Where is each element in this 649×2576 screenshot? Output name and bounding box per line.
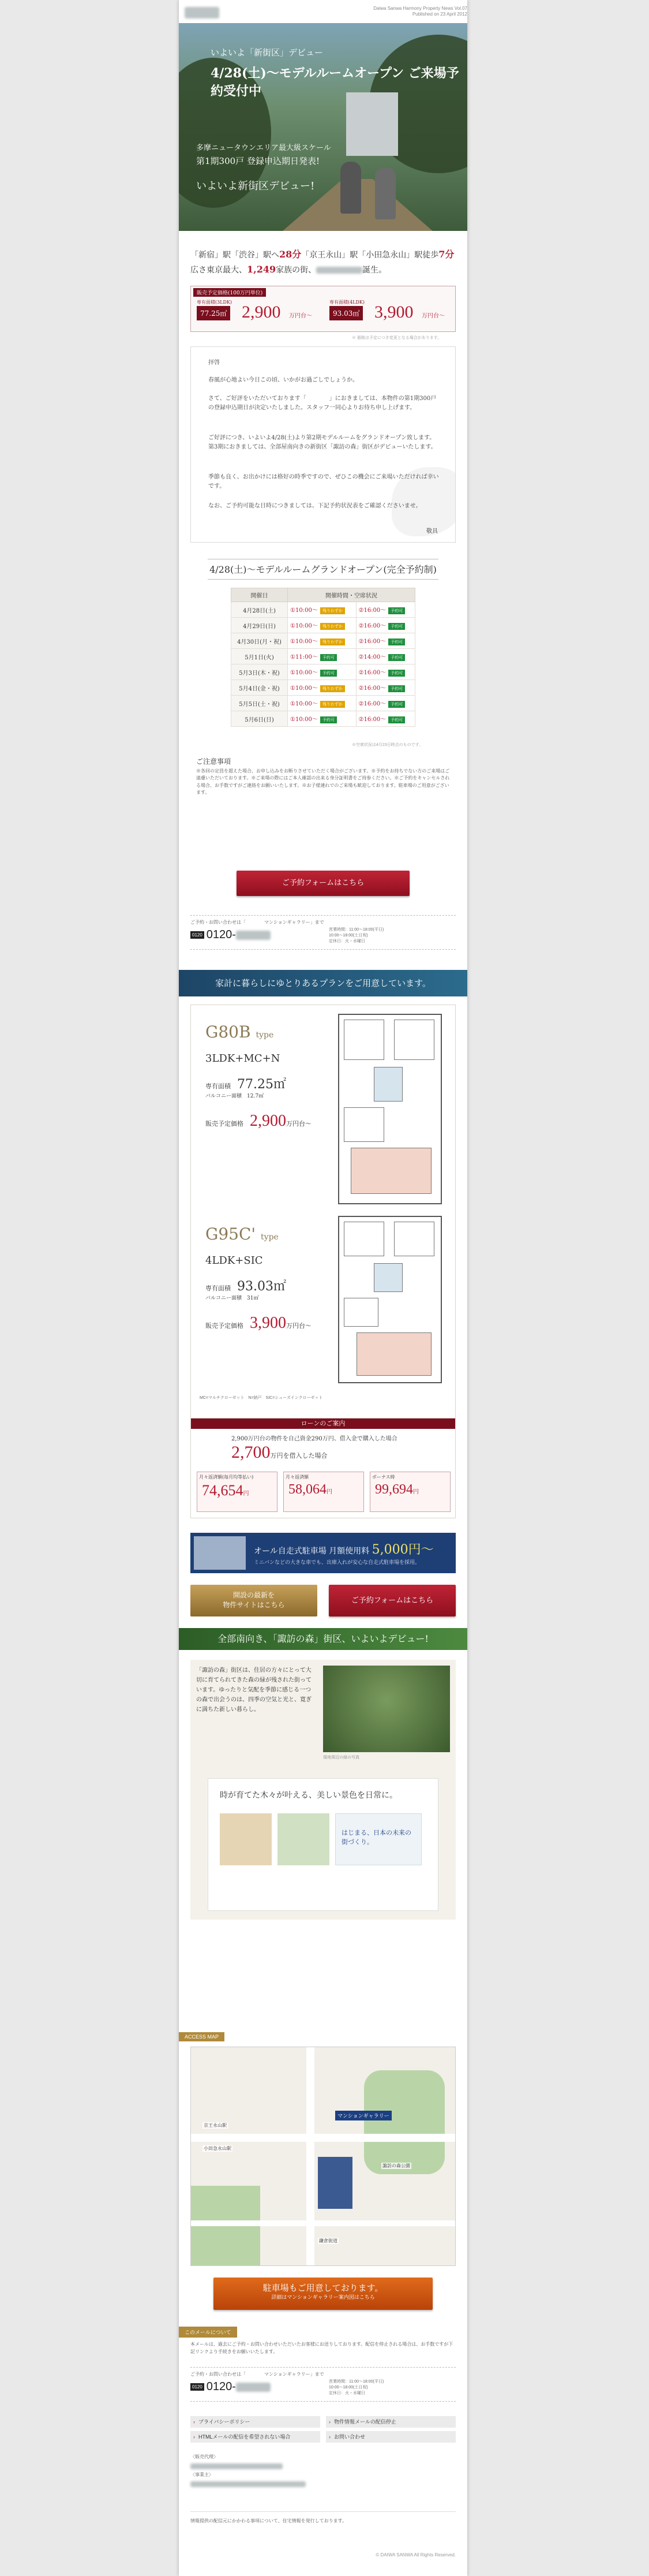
time-slot-2[interactable]: ②16:00〜 予約可 — [356, 618, 415, 633]
schedule-row[interactable] — [231, 649, 415, 664]
availability-badge: 残りわずか — [320, 607, 345, 614]
time-slot-1[interactable]: ①10:00〜 予約可 — [288, 711, 356, 727]
plan1-layout: 3LDK+MC+N — [205, 1052, 280, 1065]
time-slot-2[interactable]: ②16:00〜 予約可 — [356, 680, 415, 696]
schedule-date: 5月3日(木・祝) — [231, 664, 288, 680]
time-slot-2[interactable]: ②16:00〜 予約可 — [356, 696, 415, 711]
map-parking-button[interactable]: 駐車場もご用意しております。 詳細はマンションギャラリー案内図はこちら — [213, 2278, 433, 2310]
hero-badge: いよいよ「新街区」デビュー — [211, 47, 324, 58]
parking-photo — [194, 1536, 246, 1570]
availability-badge: 予約可 — [320, 654, 337, 661]
plan2-price: 販売予定価格 3,900万円台〜 — [205, 1314, 312, 1332]
price-note: ※ 価格は予定につき変更となる場合があります。 — [352, 336, 442, 340]
schedule-row[interactable] — [231, 602, 415, 618]
price-4ldk: 専有面積(4LDK) 93.03㎡ 3,900 万円台〜 — [329, 300, 445, 322]
hero-banner[interactable] — [179, 23, 467, 231]
site-area — [318, 2157, 352, 2209]
person-figure — [375, 167, 396, 219]
link-unsubscribe[interactable]: › 物件情報メールの配信停止 — [326, 2416, 456, 2428]
availability-badge: 残りわずか — [320, 623, 345, 630]
district-band: 全部南向き、「諏訪の森」街区、いよいよデビュー! — [179, 1628, 467, 1650]
plans-band: 家計に暮らしにゆとりあるプランをご用意しています。 — [179, 970, 467, 996]
floorplan-g80b[interactable] — [338, 1014, 442, 1204]
issue-note: Daiwa Sanwa Harmony Property News Vol.07 Published on 23 April 2012 — [373, 6, 467, 17]
parking-banner[interactable]: オール自走式駐車場 月額使用料 5,000円〜 ミニバンなどの大きな車でも、出庫入れが安心な自走式駐車場を採用。 — [190, 1533, 456, 1573]
freedial-icon: 0120 — [190, 931, 204, 939]
availability-badge: 予約可 — [320, 716, 337, 723]
gallery-marker: マンションギャラリー — [335, 2111, 392, 2120]
monthly-payment-2: 月々返済額 58,064円 — [283, 1472, 364, 1512]
schedule-title: 4/28(土)〜モデルルームグランドオープン(完全予約制) — [208, 559, 438, 580]
access-summary: 「新宿」駅「渋谷」駅へ28分「京王永山」駅「小田急永山」駅徒歩7分 広さ東京最大、1,249家族の街、 誕生。 — [190, 249, 455, 275]
availability-badge: 予約可 — [388, 670, 405, 677]
availability-badge: 予約可 — [388, 639, 405, 645]
col-status-header: 開催時間・空席状況 — [288, 588, 415, 602]
plan2-balcony: バルコニー面積 31㎡ — [205, 1296, 259, 1301]
schedule-date: 5月5日(土・祝) — [231, 696, 288, 711]
time-slot-1[interactable]: ①10:00〜 残りわずか — [288, 696, 356, 711]
link-privacy[interactable]: › プライバシーポリシー — [190, 2416, 320, 2428]
schedule-date: 4月30日(月・祝) — [231, 633, 288, 649]
price-3ldk: 専有面積(3LDK) 77.25㎡ 2,900 万円台〜 — [197, 300, 312, 322]
col-date-header: 開催日 — [231, 588, 288, 602]
time-slot-2[interactable]: ②16:00〜 予約可 — [356, 664, 415, 680]
availability-badge: 予約可 — [320, 670, 337, 677]
mail-label: このメールについて — [179, 2327, 237, 2338]
schedule-date: 5月6日(日) — [231, 711, 288, 727]
schedule-date: 5月1日(火) — [231, 649, 288, 664]
price-box — [190, 286, 456, 332]
greeting-letter: 拝啓 春風が心地よい今日この頃、いかがお過ごしでしょうか。 さて、ご好評をいただいております「 」におきましては、本物件の第1期300戸の登録申込期日が決定いたしました。スタッフ一同心よりお待ち申し上げます。 ご好評につき、いよいよ4/28(土)より第2期モデルルームをグランドオープン致します。第3期におきましては、全部屋南向きの新街区「諏訪の森」街区がデビューいたします。 季節も良く、お出かけには格好の時季ですので、ぜひこの機会にご来場いただければ幸いです。 なお、ご予約可能な日時につきましては、下記予約状況表をご確認くださいませ。 敬具 — [190, 346, 456, 543]
business-hours: 営業時間：11:00〜18:00(平日) 10:00〜18:00(土日祝) 定休日：火・水曜日 — [329, 928, 384, 943]
district-photo — [323, 1666, 450, 1752]
plans-section — [190, 1005, 456, 1518]
reserve-button-2[interactable]: ご予約フォームはこちら — [329, 1585, 456, 1616]
mail-text: 本メールは、過去にご予約・お問い合わせいただいたお客様にお送りしております。配信を停止される場合は、お手数ですが下記リンクより手続きをお願いいたします。 — [190, 2342, 453, 2354]
notes-title: ご注意事項 — [196, 757, 231, 766]
open-site-button[interactable]: 開設の最新を 物件サイトはこちら — [190, 1585, 317, 1616]
phone-number[interactable]: 0120 0120- — [190, 928, 271, 942]
hero-subtitle: 第1期300戸 登録申込期日発表! — [196, 156, 320, 166]
contact-block-2: ご予約・お問い合わせは「 マンションギャラリー」まで 0120 0120- 営業時間：11:00〜18:00(平日) 10:00〜18:00(土日祝) 定休日：火・水曜日 — [190, 2367, 456, 2402]
map-label: ACCESS MAP — [179, 2032, 224, 2041]
plan2-layout: 4LDK+SIC — [205, 1255, 263, 1267]
availability-badge: 予約可 — [388, 607, 405, 614]
loan-section: ローンのご案内 2,900万円台の物件を自己資金290万円、借入金で購入した場合 2,700万円を借入した場合 月々返済額(毎月均等払い) 74,654円 月々返済額 58,064円 ボーナス時 99,694円 — [191, 1418, 455, 1516]
time-slot-1[interactable]: ①10:00〜 残りわずか — [288, 618, 356, 633]
availability-badge: 予約可 — [388, 701, 405, 708]
schedule-table — [231, 588, 415, 727]
future-city-label: はじまる、日本の未来の街づくり。 — [335, 1813, 422, 1865]
time-slot-1[interactable]: ①11:00〜 予約可 — [288, 649, 356, 664]
schedule-row[interactable] — [231, 664, 415, 680]
district-text: 「諏訪の森」街区は、住居の方々にとって大切に育てられてきた森の緑が残された街っています。ゆったりと気配を季節に感じる一つの森で出会うのは、四季の空気と光と、寛ぎに満ちた新しい暮らし。 — [196, 1667, 312, 1713]
time-slot-2[interactable]: ②16:00〜 予約可 — [356, 633, 415, 649]
time-slot-1[interactable]: ①10:00〜 予約可 — [288, 664, 356, 680]
district-strip: 時が育てた木々が叶える、美しい景色を日常に。 はじまる、日本の未来の街づくり。 — [208, 1778, 438, 1911]
availability-badge: 残りわずか — [320, 685, 345, 692]
schedule-date: 4月28日(土) — [231, 602, 288, 618]
availability-badge: 予約可 — [388, 716, 405, 723]
time-slot-1[interactable]: ①10:00〜 残りわずか — [288, 602, 356, 618]
availability-badge: 予約可 — [388, 654, 405, 661]
price-label: 販売予定価格(100万円単位) — [193, 288, 266, 297]
contact-block: ご予約・お問い合わせは「 マンションギャラリー」まで 0120 0120- 営業時間：11:00〜18:00(平日) 10:00〜18:00(土日祝) 定休日：火・水曜日 — [190, 915, 456, 950]
notes-body: ※各回の定員を超えた場合、お申し込みをお断りさせていただく場合がございます。※予約をお持ちでない方のご来場はご遠慮いただいております。※ご来場の際にはご本人確認の出来る身分証明書をご持参ください。※ご予約をキャンセルされる場合、お手数ですがご連絡をお願いいたします。※お子様連れでのご来場も歓迎しております。駐車場のご用意がございます。 — [196, 768, 450, 796]
phone-number-2[interactable]: 0120 0120- — [190, 2380, 271, 2394]
time-slot-1[interactable]: ①10:00〜 残りわずか — [288, 680, 356, 696]
hero-subtitle: 多摩ニュータウンエリア最大級スケール — [196, 144, 331, 152]
access-map[interactable]: 京王永山駅 小田急永山駅 マンションギャラリー 諏訪の森公園 鎌倉街道 — [190, 2047, 456, 2266]
footer-companies: 〈販売代理〉 〈事業主〉 — [190, 2454, 456, 2489]
plan-legend: MC=マルチクローゼット N=納戸 SIC=シューズインクローゼット — [200, 1396, 323, 1400]
blurred-logo — [185, 7, 219, 18]
newsletter-page — [179, 0, 467, 2576]
monthly-payment-1: 月々返済額(毎月均等払い) 74,654円 — [197, 1472, 277, 1512]
time-slot-2[interactable]: ②16:00〜 予約可 — [356, 602, 415, 618]
freedial-icon: 0120 — [190, 2383, 204, 2391]
plan1-name: G80B type — [205, 1022, 274, 1041]
hero-title: 4/28(土)〜モデルルームオープン ご来場予約受付中 — [211, 66, 459, 99]
schedule-date: 4月29日(日) — [231, 618, 288, 633]
time-slot-2[interactable]: ②16:00〜 予約可 — [356, 711, 415, 727]
schedule-note: ※空席状況は4月23日時点のものです。 — [352, 743, 423, 747]
plan1-price: 販売予定価格 2,900万円台〜 — [205, 1112, 312, 1130]
floorplan-g95c[interactable] — [338, 1216, 442, 1383]
plan1-balcony: バルコニー面積 12.7㎡ — [205, 1093, 264, 1099]
schedule-row[interactable] — [231, 711, 415, 727]
availability-badge: 残りわずか — [320, 701, 345, 708]
monthly-payment-3: ボーナス時 99,694円 — [370, 1472, 451, 1512]
plan2-name: G95C' type — [205, 1224, 279, 1244]
family-photo — [220, 1813, 272, 1865]
time-slot-1[interactable]: ①10:00〜 残りわずか — [288, 633, 356, 649]
schedule-row[interactable] — [231, 618, 415, 633]
copyright: © DAIWA SANWA All Rights Reserved. — [376, 2552, 456, 2558]
building-shape — [346, 92, 398, 156]
person-figure — [340, 162, 361, 214]
schedule-row[interactable] — [231, 633, 415, 649]
schedule-row[interactable] — [231, 680, 415, 696]
plan2-area: 専有面積 93.03㎡ — [205, 1279, 286, 1294]
hero-subtitle: いよいよ新街区デビュー! — [196, 180, 315, 192]
loan-title: ローンのご案内 — [191, 1418, 455, 1429]
availability-badge: 予約可 — [388, 623, 405, 630]
district-section: 「諏訪の森」街区は、住居の方々にとって大切に育てられてきた森の緑が残された街っています。ゆったりと気配を季節に感じる一つの森で出会うのは、四季の空気と光と、寛ぎに満ちた新しい暮らし。 現地周辺の緑の写真 時が育てた木々が叶える、美しい景色を日常に。 はじまる、日本の未来の街づくり。 — [190, 1660, 456, 1920]
availability-badge: 予約可 — [388, 685, 405, 692]
schedule-date: 5月4日(金・祝) — [231, 680, 288, 696]
time-slot-2[interactable]: ②14:00〜 予約可 — [356, 649, 415, 664]
availability-badge: 残りわずか — [320, 639, 345, 645]
schedule-row[interactable] — [231, 696, 415, 711]
letter-closing: 敬具 — [426, 528, 438, 535]
footer-info: 情報提供の配信元にかかわる事項について、住宅情報を発行しております。 — [190, 2511, 456, 2525]
plan1-area: 専有面積 77.25㎡ — [205, 1077, 286, 1092]
link-inquiry[interactable]: › お問い合わせ — [326, 2431, 456, 2443]
link-html-optout[interactable]: › HTMLメールの配信を希望されない場合 — [190, 2431, 320, 2443]
kids-photo — [277, 1813, 329, 1865]
reserve-button[interactable]: ご予約フォームはこちら — [237, 871, 410, 896]
